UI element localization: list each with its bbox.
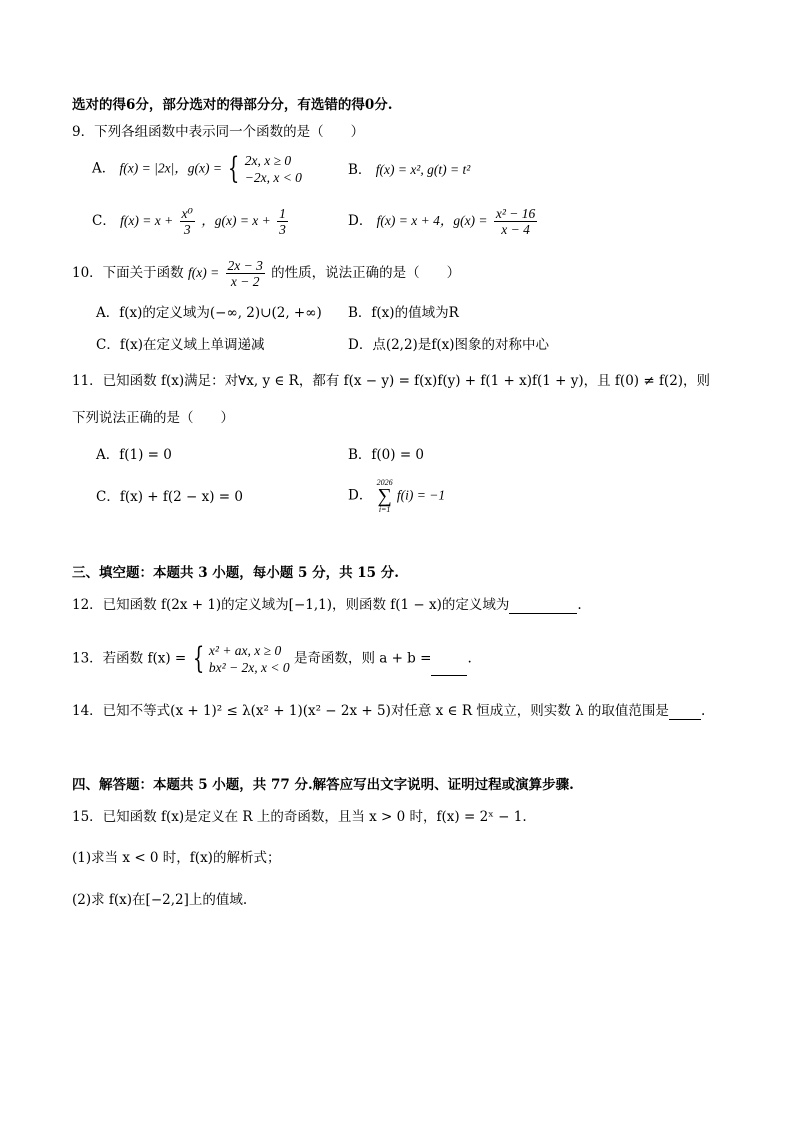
- q11-d-upper: 2026: [376, 478, 393, 487]
- q9-option-c: [92, 206, 290, 237]
- q9-c-label: C．: [92, 213, 116, 229]
- q13-period: .: [467, 650, 472, 667]
- q9-c-frac1: $\frac{\text{x⁰}}{3}$: [181, 206, 193, 237]
- q10-option-a: A．f(x)的定义域为(−∞, 2)∪(2, +∞): [96, 305, 322, 321]
- q13-text-b: 是奇函数，则 a + b =: [293, 650, 432, 667]
- q13-cases: [209, 642, 290, 676]
- q10-stem-b: 的性质，说法正确的是（ ）: [271, 265, 461, 281]
- q11-option-a: A．f(1) = 0: [96, 447, 172, 463]
- q14-period: .: [700, 703, 706, 719]
- q11-option-c: C．f(x) + f(2 − x) = 0: [96, 489, 243, 505]
- q13-text-a: 13．若函数 f(x) =: [72, 650, 187, 667]
- q11-line2: 下列说法正确的是（ ）: [72, 410, 234, 426]
- q10-stem-fx: f(x) =: [187, 265, 220, 280]
- q11-d-expr: f(i) = −1: [396, 487, 446, 503]
- q10-frac: $\frac{2x - 3}{x - 2}$: [227, 258, 263, 289]
- q15-part2: (2)求 f(x)在[−2,2]上的值域.: [72, 892, 248, 908]
- q9-option-b: [348, 161, 470, 179]
- q9-c-expr-b: ，g(x) = x +: [201, 213, 271, 228]
- q9-a-label: A．: [92, 160, 116, 177]
- q10-option-c: C．f(x)在定义域上单调递减: [96, 337, 265, 353]
- q9-d-frac: $\frac{\text{x² − 16}}{x - 4}$: [495, 206, 536, 237]
- brace-icon: {: [192, 641, 204, 676]
- q9-b-expr: f(x) = x², g(t) = t²: [375, 162, 471, 177]
- q9-d-expr-a: f(x) = x + 4，g(x) =: [376, 213, 488, 228]
- answer-blank[interactable]: [431, 663, 467, 676]
- q9-b-label: B．: [348, 162, 372, 178]
- q9-a-case1: 2x, x ≥ 0: [244, 153, 292, 168]
- q13: [72, 642, 472, 676]
- q12-text: 12．已知函数 f(2x + 1)的定义域为[−1,1)，则函数 f(1 − x)的定义域为: [72, 597, 510, 613]
- section3-title: 三、填空题：本题共 3 小题，每小题 5 分，共 15 分.: [72, 565, 399, 581]
- q10-option-b: B．f(x)的值域为R: [348, 305, 459, 321]
- q9-a-case2: −2x, x < 0: [244, 170, 302, 185]
- brace-icon: {: [228, 151, 240, 186]
- q11-d-label: D．: [348, 487, 373, 504]
- q13-case2: bx² − 2x, x < 0: [208, 660, 290, 675]
- q9-c-expr-a: f(x) = x +: [120, 213, 174, 228]
- q14-text: 14．已知不等式(x + 1)² ≤ λ(x² + 1)(x² − 2x + 5)对任意 x ∈ R 恒成立，则实数 λ 的取值范围是: [72, 703, 669, 719]
- section2-note: 选对的得6分，部分选对的得部分分，有选错的得0分.: [72, 97, 393, 113]
- q15-part1: (1)求当 x < 0 时，f(x)的解析式；: [72, 850, 281, 866]
- q15-stem: 15．已知函数 f(x)是定义在 R 上的奇函数，且当 x > 0 时，f(x) = 2ˣ − 1.: [72, 809, 527, 825]
- q9-c-frac2: $\frac{1}{3}$: [279, 206, 286, 237]
- q10-option-d: D．点(2,2)是f(x)图象的对称中心: [348, 337, 549, 353]
- answer-blank[interactable]: [509, 601, 577, 614]
- q11-d-lower: i=1: [378, 505, 391, 514]
- q9-a-expr: f(x) = |2x|，g(x) =: [119, 160, 223, 176]
- q10-stem: [72, 258, 460, 289]
- q11-option-d: [348, 478, 445, 514]
- sigma-icon: ∑: [377, 485, 392, 507]
- q11-line1: 11．已知函数 f(x)满足：对∀x, y ∈ R，都有 f(x − y) = f(x)f(y) + f(1 + x)f(1 + y)，且 f(0) ≠ f(2)，则: [72, 373, 711, 389]
- answer-blank[interactable]: [669, 707, 701, 720]
- q9-stem: 9．下列各组函数中表示同一个函数的是（ ）: [72, 124, 365, 140]
- q9-option-a: [92, 152, 302, 186]
- q9-a-cases: [245, 152, 302, 186]
- q13-case1: x² + ax, x ≥ 0: [208, 643, 282, 658]
- q12-period: .: [577, 597, 582, 613]
- q11-d-sum: [377, 478, 393, 514]
- q9-option-d: [348, 206, 539, 237]
- q10-stem-a: 10．下面关于函数: [72, 265, 184, 281]
- q9-d-label: D．: [348, 213, 373, 229]
- section4-title: 四、解答题：本题共 5 小题，共 77 分.解答应写出文字说明、证明过程或演算步骤.: [72, 777, 574, 793]
- q11-option-b: B．f(0) = 0: [348, 447, 425, 463]
- q12: [72, 596, 582, 614]
- q14: [72, 702, 705, 720]
